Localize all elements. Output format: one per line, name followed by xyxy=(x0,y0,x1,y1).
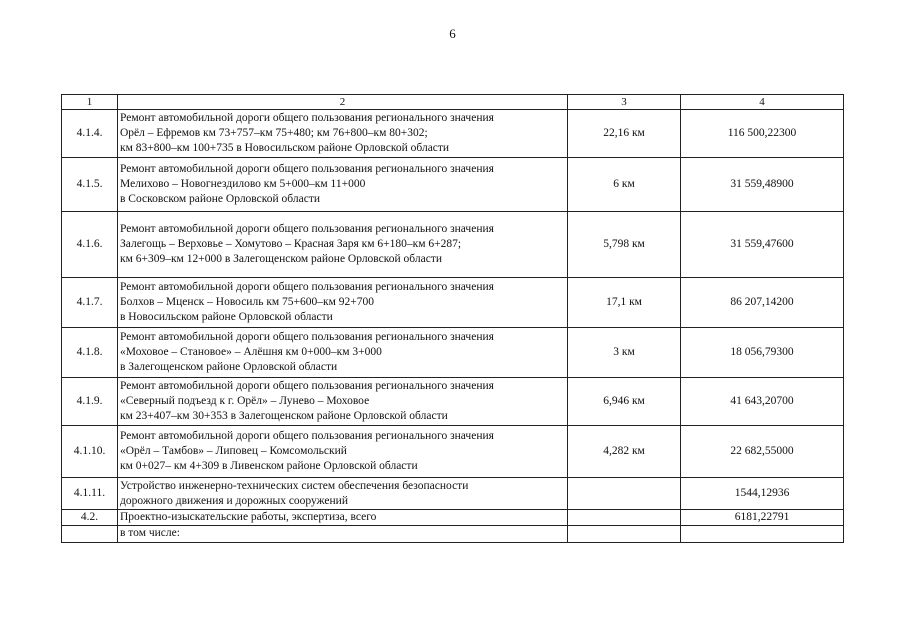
description-line: км 23+407–км 30+353 в Залегощенском районе Орловской области xyxy=(120,410,448,422)
description-cell xyxy=(118,526,568,543)
row-number-cell: 4.1.11. xyxy=(62,478,118,510)
description-line: «Моховое – Становое» – Алёшня км 0+000–км 3+000 xyxy=(120,346,382,358)
table-row xyxy=(62,426,844,478)
page-number: 6 xyxy=(449,26,456,41)
description-line: Ремонт автомобильной дороги общего пользования регионального значения xyxy=(120,223,494,235)
description-line: Залегощь – Верховье – Хомутово – Красная Заря км 6+180–км 6+287; xyxy=(120,238,462,250)
row-number-cell: 4.1.6. xyxy=(62,212,118,278)
row-number-cell: 4.1.4. xyxy=(62,110,118,158)
description-line: Устройство инженерно-технических систем обеспечения безопасности xyxy=(120,479,469,492)
cost-cell: 86 207,14200 xyxy=(681,278,844,328)
description-line: «Северный подъезд к г. Орёл» – Лунево – Моховое xyxy=(120,395,370,407)
description-cell xyxy=(118,158,568,212)
cost-cell: 116 500,22300 xyxy=(681,110,844,158)
table-row xyxy=(62,328,844,378)
description-line: Болхов – Мценск – Новосиль км 75+600–км 92+700 xyxy=(120,296,375,308)
table-row xyxy=(62,212,844,278)
description-line: «Орёл – Тамбов» – Липовец – Комсомольский xyxy=(120,445,347,457)
description-line: в Новосильском районе Орловской области xyxy=(120,311,333,323)
description-cell xyxy=(118,110,568,158)
row-number-cell: 4.1.10. xyxy=(62,426,118,478)
length-cell xyxy=(568,526,681,543)
description-line: в Сосковском районе Орловской области xyxy=(120,193,320,205)
row-number-cell: 4.2. xyxy=(62,510,118,526)
row-number-cell: 4.1.5. xyxy=(62,158,118,212)
description-line: км 6+309–км 12+000 в Залегощенском районе Орловской области xyxy=(120,253,442,265)
description-line: в Залегощенском районе Орловской области xyxy=(120,361,338,373)
length-cell xyxy=(568,510,681,526)
description-cell xyxy=(118,510,568,526)
cost-cell: 31 559,47600 xyxy=(681,212,844,278)
length-cell: 17,1 км xyxy=(568,278,681,328)
description-line: Ремонт автомобильной дороги общего пользования регионального значения xyxy=(120,430,494,442)
length-cell: 4,282 км xyxy=(568,426,681,478)
cost-cell: 1544,12936 xyxy=(681,478,844,510)
row-number-cell: 4.1.9. xyxy=(62,378,118,426)
cost-cell xyxy=(681,526,844,543)
description-cell xyxy=(118,426,568,478)
cost-cell: 22 682,55000 xyxy=(681,426,844,478)
table-row xyxy=(62,526,844,543)
table-row xyxy=(62,478,844,510)
description-line: Ремонт автомобильной дороги общего пользования регионального значения xyxy=(120,163,494,175)
header-cell-3: 3 xyxy=(568,95,681,110)
description-line: Ремонт автомобильной дороги общего пользования регионального значения xyxy=(120,331,494,343)
table-row xyxy=(62,278,844,328)
header-cell-4: 4 xyxy=(681,95,844,110)
row-number-cell xyxy=(62,526,118,543)
length-cell: 6,946 км xyxy=(568,378,681,426)
table-row xyxy=(62,158,844,212)
table-header-row xyxy=(62,95,844,110)
description-line: км 83+800–км 100+735 в Новосильском районе Орловской области xyxy=(120,142,450,154)
length-cell xyxy=(568,478,681,510)
description-line: Ремонт автомобильной дороги общего пользования регионального значения xyxy=(120,281,494,293)
cost-cell: 41 643,20700 xyxy=(681,378,844,426)
description-line: Проектно-изыскательские работы, экспертиза, всего xyxy=(120,511,377,523)
length-cell: 3 км xyxy=(568,328,681,378)
table-body xyxy=(62,95,844,543)
length-cell: 6 км xyxy=(568,158,681,212)
cost-cell: 18 056,79300 xyxy=(681,328,844,378)
description-line: Ремонт автомобильной дороги общего пользования регионального значения xyxy=(120,380,494,392)
works-table xyxy=(61,94,844,543)
description-cell xyxy=(118,278,568,328)
description-cell xyxy=(118,378,568,426)
row-number-cell: 4.1.7. xyxy=(62,278,118,328)
description-line: дорожного движения и дорожных сооружений xyxy=(120,494,348,507)
description-cell xyxy=(118,478,568,510)
description-line: км 0+027– км 4+309 в Ливенском районе Орловской области xyxy=(120,460,418,472)
length-cell: 22,16 км xyxy=(568,110,681,158)
row-number-cell: 4.1.8. xyxy=(62,328,118,378)
table-row xyxy=(62,510,844,526)
description-line: в том числе: xyxy=(120,527,180,539)
table-row xyxy=(62,110,844,158)
description-line: Ремонт автомобильной дороги общего пользования регионального значения xyxy=(120,112,494,124)
table-row xyxy=(62,378,844,426)
header-cell-2: 2 xyxy=(118,95,568,110)
cost-cell: 31 559,48900 xyxy=(681,158,844,212)
description-line: Орёл – Ефремов км 73+757–км 75+480; км 76+800–км 80+302; xyxy=(120,127,428,139)
description-line: Мелихово – Новогнездилово км 5+000–км 11+000 xyxy=(120,178,366,190)
description-cell xyxy=(118,212,568,278)
header-cell-1: 1 xyxy=(62,95,118,110)
description-cell xyxy=(118,328,568,378)
cost-cell: 6181,22791 xyxy=(681,510,844,526)
length-cell: 5,798 км xyxy=(568,212,681,278)
